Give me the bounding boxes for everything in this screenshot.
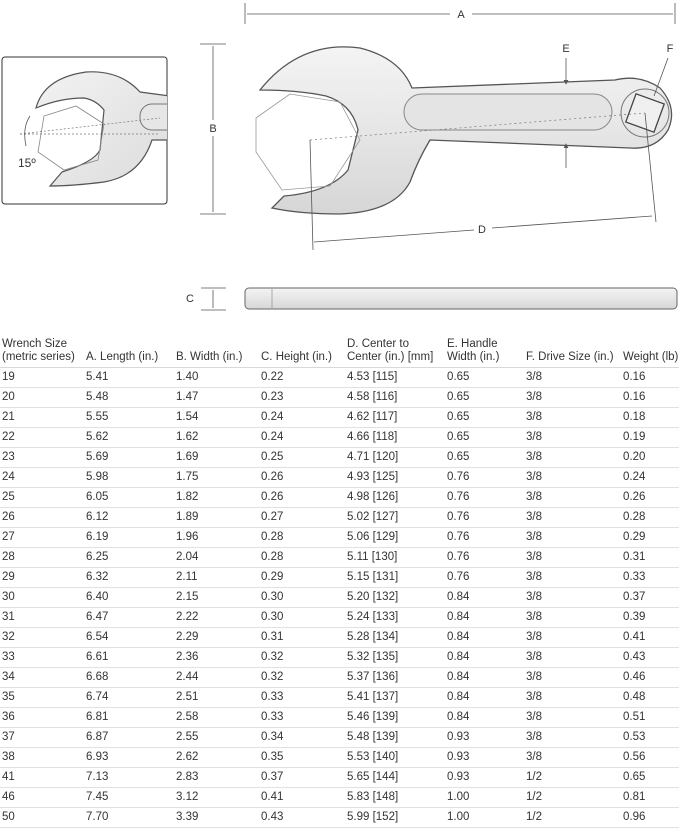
table-cell: 3/8 bbox=[524, 408, 621, 428]
table-cell: 3/8 bbox=[524, 388, 621, 408]
table-cell: 2.04 bbox=[174, 548, 259, 568]
column-header-text: Center (in.) [mm] bbox=[347, 351, 434, 363]
table-row bbox=[0, 428, 679, 448]
table-row bbox=[0, 768, 679, 788]
table-cell: 0.23 bbox=[259, 388, 345, 408]
dimension-f bbox=[654, 43, 674, 96]
table-cell: 7.13 bbox=[84, 768, 174, 788]
table-row bbox=[0, 708, 679, 728]
table-cell: 24 bbox=[0, 468, 84, 488]
table-cell: 29 bbox=[0, 568, 84, 588]
table-cell: 6.19 bbox=[84, 528, 174, 548]
table-cell: 26 bbox=[0, 508, 84, 528]
angle-label: 15º bbox=[18, 156, 36, 170]
table-cell: 0.84 bbox=[445, 668, 524, 688]
table-cell: 2.44 bbox=[174, 668, 259, 688]
table-cell: 0.33 bbox=[259, 708, 345, 728]
table-cell: 2.29 bbox=[174, 628, 259, 648]
dimension-e-label: E bbox=[562, 43, 570, 55]
table-cell: 6.61 bbox=[84, 648, 174, 668]
table-cell: 6.40 bbox=[84, 588, 174, 608]
table-cell: 23 bbox=[0, 448, 84, 468]
table-cell: 0.93 bbox=[445, 728, 524, 748]
table-cell: 3/8 bbox=[524, 488, 621, 508]
table-cell: 1.69 bbox=[174, 448, 259, 468]
table-cell: 33 bbox=[0, 648, 84, 668]
table-cell: 0.51 bbox=[621, 708, 679, 728]
table-cell: 5.20 [132] bbox=[345, 588, 445, 608]
table-cell: 0.31 bbox=[259, 628, 345, 648]
table-row bbox=[0, 628, 679, 648]
table-cell: 6.54 bbox=[84, 628, 174, 648]
table-cell: 3.39 bbox=[174, 808, 259, 828]
table-cell: 0.43 bbox=[259, 808, 345, 828]
table-row bbox=[0, 648, 679, 668]
table-cell: 0.33 bbox=[259, 688, 345, 708]
table-cell: 50 bbox=[0, 808, 84, 828]
angle-detail-inset bbox=[2, 57, 180, 204]
table-cell: 6.87 bbox=[84, 728, 174, 748]
table-row bbox=[0, 588, 679, 608]
table-cell: 28 bbox=[0, 548, 84, 568]
table-cell: 1.82 bbox=[174, 488, 259, 508]
table-cell: 20 bbox=[0, 388, 84, 408]
table-cell: 2.15 bbox=[174, 588, 259, 608]
dimension-a-label: A bbox=[457, 9, 465, 21]
table-cell: 0.34 bbox=[259, 728, 345, 748]
table-cell: 27 bbox=[0, 528, 84, 548]
table-row bbox=[0, 448, 679, 468]
table-cell: 5.48 bbox=[84, 388, 174, 408]
table-row bbox=[0, 508, 679, 528]
column-header-text: A. Length (in.) bbox=[86, 351, 159, 363]
wrench-side-view bbox=[245, 288, 677, 309]
table-cell: 6.47 bbox=[84, 608, 174, 628]
table-cell: 1/2 bbox=[524, 788, 621, 808]
table-cell: 5.41 bbox=[84, 368, 174, 388]
table-cell: 6.74 bbox=[84, 688, 174, 708]
table-cell: 3/8 bbox=[524, 688, 621, 708]
table-cell: 1.89 bbox=[174, 508, 259, 528]
table-cell: 0.16 bbox=[621, 368, 679, 388]
column-header bbox=[0, 338, 84, 368]
table-row bbox=[0, 788, 679, 808]
table-cell: 0.65 bbox=[445, 368, 524, 388]
table-row bbox=[0, 748, 679, 768]
table-cell: 0.76 bbox=[445, 568, 524, 588]
table-cell: 0.24 bbox=[621, 468, 679, 488]
table-cell: 0.65 bbox=[445, 428, 524, 448]
dimension-a bbox=[245, 3, 675, 24]
table-cell: 38 bbox=[0, 748, 84, 768]
table-cell: 3/8 bbox=[524, 428, 621, 448]
dimension-f-label: F bbox=[666, 43, 674, 55]
table-cell: 3/8 bbox=[524, 608, 621, 628]
table-cell: 3/8 bbox=[524, 628, 621, 648]
table-row bbox=[0, 388, 679, 408]
dimension-b bbox=[200, 44, 226, 214]
column-header-text: Wrench Size bbox=[2, 338, 67, 350]
wrench-top-view bbox=[256, 47, 672, 214]
table-row bbox=[0, 528, 679, 548]
table-row bbox=[0, 728, 679, 748]
table-cell: 0.84 bbox=[445, 688, 524, 708]
table-cell: 0.53 bbox=[621, 728, 679, 748]
dimension-d-label: D bbox=[478, 224, 486, 236]
table-cell: 0.56 bbox=[621, 748, 679, 768]
table-cell: 4.66 [118] bbox=[345, 428, 445, 448]
table-cell: 0.84 bbox=[445, 708, 524, 728]
table-cell: 0.31 bbox=[621, 548, 679, 568]
table-cell: 5.06 [129] bbox=[345, 528, 445, 548]
column-header-text: C. Height (in.) bbox=[261, 351, 332, 363]
table-cell: 2.51 bbox=[174, 688, 259, 708]
table-cell: 3/8 bbox=[524, 528, 621, 548]
table-cell: 2.62 bbox=[174, 748, 259, 768]
column-header-text: D. Center to bbox=[347, 338, 409, 350]
spec-table-header bbox=[0, 338, 679, 368]
table-cell: 0.35 bbox=[259, 748, 345, 768]
table-cell: 0.43 bbox=[621, 648, 679, 668]
table-row bbox=[0, 808, 679, 828]
table-cell: 0.32 bbox=[259, 668, 345, 688]
dimension-c bbox=[186, 288, 226, 310]
table-cell: 0.41 bbox=[621, 628, 679, 648]
table-cell: 30 bbox=[0, 588, 84, 608]
column-header-text: F. Drive Size (in.) bbox=[526, 351, 614, 363]
table-cell: 6.32 bbox=[84, 568, 174, 588]
table-cell: 0.29 bbox=[259, 568, 345, 588]
table-cell: 0.22 bbox=[259, 368, 345, 388]
table-cell: 6.81 bbox=[84, 708, 174, 728]
table-cell: 5.32 [135] bbox=[345, 648, 445, 668]
table-cell: 0.76 bbox=[445, 468, 524, 488]
table-cell: 0.84 bbox=[445, 648, 524, 668]
table-cell: 0.16 bbox=[621, 388, 679, 408]
table-cell: 0.76 bbox=[445, 488, 524, 508]
table-row bbox=[0, 408, 679, 428]
table-cell: 0.24 bbox=[259, 428, 345, 448]
column-header bbox=[174, 338, 259, 368]
table-cell: 1.54 bbox=[174, 408, 259, 428]
table-cell: 7.45 bbox=[84, 788, 174, 808]
table-cell: 35 bbox=[0, 688, 84, 708]
table-cell: 5.55 bbox=[84, 408, 174, 428]
table-cell: 5.24 [133] bbox=[345, 608, 445, 628]
table-cell: 4.58 [116] bbox=[345, 388, 445, 408]
table-cell: 0.39 bbox=[621, 608, 679, 628]
table-cell: 0.37 bbox=[259, 768, 345, 788]
dimension-b-label: B bbox=[209, 123, 217, 135]
handle-recess bbox=[404, 94, 612, 130]
table-cell: 3/8 bbox=[524, 508, 621, 528]
table-cell: 2.83 bbox=[174, 768, 259, 788]
table-cell: 0.65 bbox=[621, 768, 679, 788]
table-cell: 5.48 [139] bbox=[345, 728, 445, 748]
table-cell: 0.84 bbox=[445, 608, 524, 628]
table-cell: 1.96 bbox=[174, 528, 259, 548]
table-cell: 2.22 bbox=[174, 608, 259, 628]
dimension-c-label: C bbox=[186, 293, 194, 305]
table-cell: 5.28 [134] bbox=[345, 628, 445, 648]
table-cell: 0.30 bbox=[259, 588, 345, 608]
table-cell: 32 bbox=[0, 628, 84, 648]
table-cell: 5.37 [136] bbox=[345, 668, 445, 688]
table-cell: 5.11 [130] bbox=[345, 548, 445, 568]
table-cell: 4.71 [120] bbox=[345, 448, 445, 468]
table-cell: 0.33 bbox=[621, 568, 679, 588]
table-cell: 0.76 bbox=[445, 548, 524, 568]
table-cell: 1.75 bbox=[174, 468, 259, 488]
table-cell: 5.41 [137] bbox=[345, 688, 445, 708]
table-cell: 1/2 bbox=[524, 808, 621, 828]
table-cell: 0.96 bbox=[621, 808, 679, 828]
column-header bbox=[621, 338, 679, 368]
table-cell: 5.46 [139] bbox=[345, 708, 445, 728]
table-cell: 4.98 [126] bbox=[345, 488, 445, 508]
table-cell: 34 bbox=[0, 668, 84, 688]
table-cell: 0.81 bbox=[621, 788, 679, 808]
table-cell: 1.47 bbox=[174, 388, 259, 408]
column-header bbox=[259, 338, 345, 368]
table-cell: 5.99 [152] bbox=[345, 808, 445, 828]
column-header-text: Width (in.) bbox=[447, 351, 500, 363]
table-cell: 1.40 bbox=[174, 368, 259, 388]
table-cell: 4.53 [115] bbox=[345, 368, 445, 388]
table-cell: 0.65 bbox=[445, 448, 524, 468]
table-cell: 5.98 bbox=[84, 468, 174, 488]
table-cell: 2.55 bbox=[174, 728, 259, 748]
table-cell: 0.32 bbox=[259, 648, 345, 668]
table-cell: 0.28 bbox=[259, 548, 345, 568]
table-cell: 22 bbox=[0, 428, 84, 448]
column-header bbox=[345, 338, 445, 368]
table-cell: 2.11 bbox=[174, 568, 259, 588]
table-cell: 0.48 bbox=[621, 688, 679, 708]
table-cell: 3/8 bbox=[524, 648, 621, 668]
table-cell: 5.02 [127] bbox=[345, 508, 445, 528]
table-cell: 3/8 bbox=[524, 548, 621, 568]
table-cell: 3.12 bbox=[174, 788, 259, 808]
table-cell: 46 bbox=[0, 788, 84, 808]
table-cell: 25 bbox=[0, 488, 84, 508]
column-header-text: (metric series) bbox=[2, 351, 75, 363]
table-cell: 1.62 bbox=[174, 428, 259, 448]
table-cell: 0.37 bbox=[621, 588, 679, 608]
column-header-text: E. Handle bbox=[447, 338, 498, 350]
table-cell: 0.28 bbox=[621, 508, 679, 528]
table-cell: 0.20 bbox=[621, 448, 679, 468]
spec-table-body bbox=[0, 368, 679, 828]
table-cell: 0.29 bbox=[621, 528, 679, 548]
table-cell: 0.26 bbox=[621, 488, 679, 508]
table-cell: 3/8 bbox=[524, 368, 621, 388]
table-cell: 3/8 bbox=[524, 708, 621, 728]
table-cell: 3/8 bbox=[524, 668, 621, 688]
table-cell: 0.19 bbox=[621, 428, 679, 448]
table-cell: 21 bbox=[0, 408, 84, 428]
table-cell: 3/8 bbox=[524, 448, 621, 468]
table-cell: 7.70 bbox=[84, 808, 174, 828]
table-cell: 5.83 [148] bbox=[345, 788, 445, 808]
table-cell: 0.46 bbox=[621, 668, 679, 688]
table-cell: 5.69 bbox=[84, 448, 174, 468]
table-cell: 1/2 bbox=[524, 768, 621, 788]
table-cell: 6.25 bbox=[84, 548, 174, 568]
column-header bbox=[445, 338, 524, 368]
table-cell: 0.18 bbox=[621, 408, 679, 428]
inset-handle bbox=[140, 104, 180, 130]
table-row bbox=[0, 368, 679, 388]
table-cell: 19 bbox=[0, 368, 84, 388]
table-cell: 2.36 bbox=[174, 648, 259, 668]
column-header bbox=[524, 338, 621, 368]
table-row bbox=[0, 548, 679, 568]
side-profile bbox=[245, 288, 677, 309]
table-cell: 3/8 bbox=[524, 588, 621, 608]
table-row bbox=[0, 608, 679, 628]
table-cell: 4.93 [125] bbox=[345, 468, 445, 488]
table-cell: 0.26 bbox=[259, 488, 345, 508]
table-row bbox=[0, 688, 679, 708]
wrench-dimension-diagram bbox=[0, 0, 679, 320]
table-cell: 0.84 bbox=[445, 588, 524, 608]
table-cell: 3/8 bbox=[524, 468, 621, 488]
table-cell: 6.12 bbox=[84, 508, 174, 528]
table-cell: 0.25 bbox=[259, 448, 345, 468]
table-cell: 0.26 bbox=[259, 468, 345, 488]
table-cell: 6.68 bbox=[84, 668, 174, 688]
table-cell: 0.76 bbox=[445, 508, 524, 528]
table-cell: 6.05 bbox=[84, 488, 174, 508]
table-cell: 0.30 bbox=[259, 608, 345, 628]
table-row bbox=[0, 488, 679, 508]
table-cell: 6.93 bbox=[84, 748, 174, 768]
table-cell: 0.24 bbox=[259, 408, 345, 428]
table-cell: 31 bbox=[0, 608, 84, 628]
table-cell: 5.65 [144] bbox=[345, 768, 445, 788]
column-header bbox=[84, 338, 174, 368]
table-cell: 0.93 bbox=[445, 748, 524, 768]
table-cell: 4.62 [117] bbox=[345, 408, 445, 428]
wrench-spec-table bbox=[0, 338, 679, 828]
table-cell: 36 bbox=[0, 708, 84, 728]
table-cell: 1.00 bbox=[445, 788, 524, 808]
table-row bbox=[0, 568, 679, 588]
table-cell: 0.41 bbox=[259, 788, 345, 808]
table-cell: 0.28 bbox=[259, 528, 345, 548]
table-cell: 0.65 bbox=[445, 388, 524, 408]
column-header-text: B. Width (in.) bbox=[176, 351, 243, 363]
table-cell: 3/8 bbox=[524, 728, 621, 748]
table-cell: 3/8 bbox=[524, 748, 621, 768]
table-cell: 1.00 bbox=[445, 808, 524, 828]
table-cell: 0.65 bbox=[445, 408, 524, 428]
table-cell: 5.62 bbox=[84, 428, 174, 448]
table-cell: 37 bbox=[0, 728, 84, 748]
table-cell: 3/8 bbox=[524, 568, 621, 588]
table-cell: 2.58 bbox=[174, 708, 259, 728]
table-cell: 0.84 bbox=[445, 628, 524, 648]
table-cell: 5.15 [131] bbox=[345, 568, 445, 588]
table-row bbox=[0, 668, 679, 688]
table-cell: 0.76 bbox=[445, 528, 524, 548]
table-cell: 0.93 bbox=[445, 768, 524, 788]
table-cell: 41 bbox=[0, 768, 84, 788]
table-cell: 5.53 [140] bbox=[345, 748, 445, 768]
column-header-text: Weight (lb) bbox=[623, 351, 679, 363]
table-cell: 0.27 bbox=[259, 508, 345, 528]
table-row bbox=[0, 468, 679, 488]
